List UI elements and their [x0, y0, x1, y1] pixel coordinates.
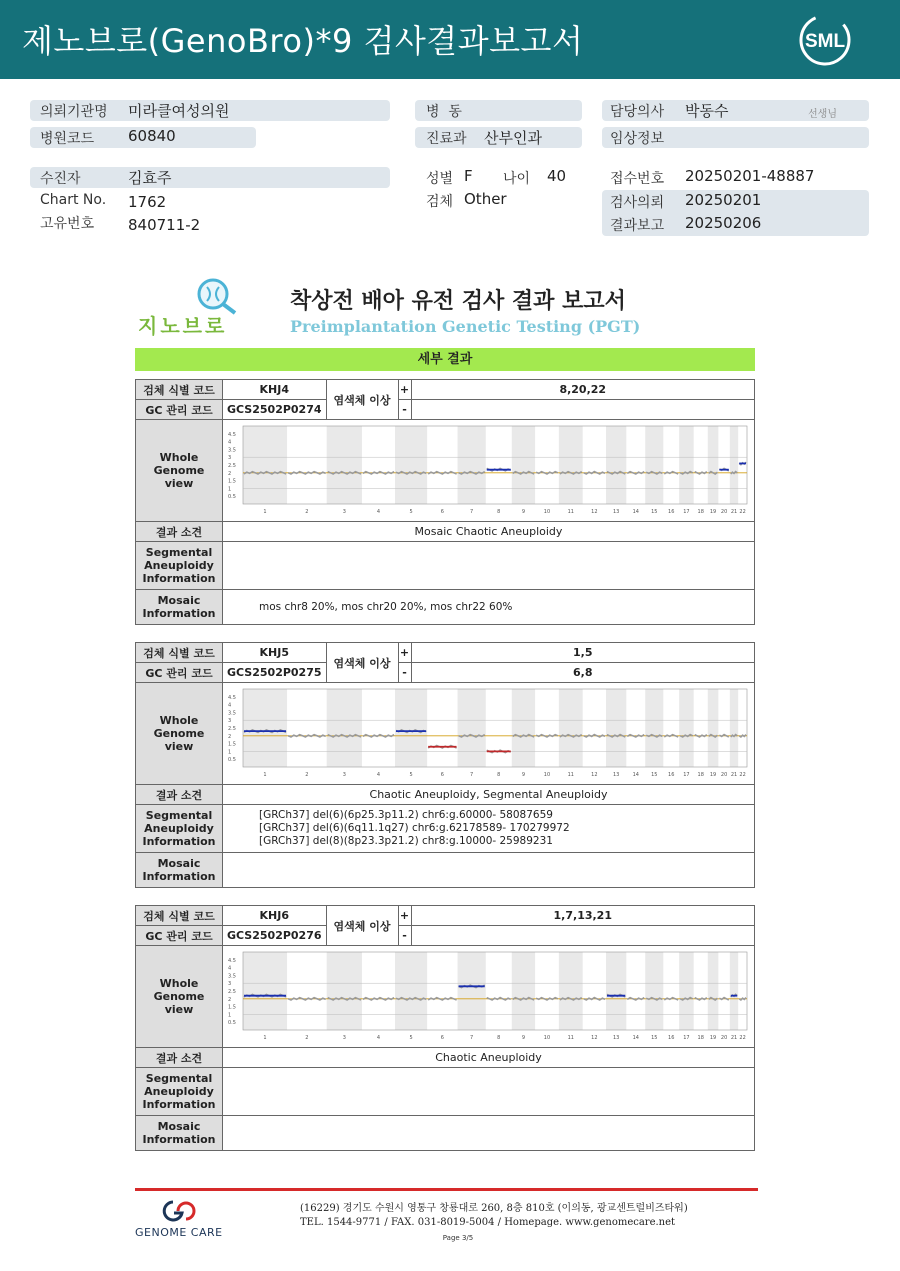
chromosome-band — [645, 426, 663, 504]
x-tick-label: 7 — [470, 772, 474, 778]
x-tick-label: 13 — [612, 509, 620, 515]
y-tick-label: 4.5 — [228, 957, 236, 964]
minus-sign: - — [398, 926, 411, 946]
sample-table-2 — [135, 642, 755, 888]
x-tick-label: 19 — [709, 509, 717, 515]
copy-number-trace — [363, 998, 394, 1000]
y-tick-label: 3 — [228, 718, 232, 725]
x-tick-label: 16 — [668, 1035, 675, 1041]
chromosome-band — [606, 952, 626, 1030]
y-tick-label: 3 — [228, 455, 232, 462]
chromosome-band — [559, 689, 583, 767]
gain-chromosomes: 8,20,22 — [411, 380, 754, 400]
chromosome-band — [679, 426, 694, 504]
mosaic-value — [223, 1116, 755, 1151]
chromosome-band — [559, 952, 583, 1030]
id-value: 840711-2 — [128, 216, 201, 234]
doctor-label: 담당의사 — [610, 104, 665, 120]
report-title-ko: 착상전 배아 유전 검사 결과 보고서 — [290, 289, 626, 314]
plot-frame — [243, 689, 747, 767]
gc-code-label: GC 관리 코드 — [136, 400, 223, 420]
plus-sign: + — [398, 906, 411, 926]
x-tick-label: 15 — [651, 509, 658, 515]
age-value: 40 — [547, 167, 567, 185]
x-tick-label: 6 — [440, 772, 444, 778]
x-tick-label: 14 — [632, 509, 639, 515]
x-tick-label: 21 — [730, 1035, 738, 1041]
institution-label: 의뢰기관명 — [40, 104, 108, 120]
chromosome-band — [679, 689, 694, 767]
chromosome-band — [645, 952, 663, 1030]
y-tick-label: 0.5 — [228, 757, 236, 764]
segmental-value — [223, 805, 755, 853]
x-tick-label: 1 — [263, 772, 267, 778]
chromosome-band — [243, 952, 287, 1030]
chromosome-band — [395, 952, 427, 1030]
chromosome-band — [606, 689, 626, 767]
mosaic-label: Mosaic Information — [136, 590, 223, 625]
x-tick-label: 4 — [376, 509, 381, 515]
chromosome-band — [512, 689, 535, 767]
gc-code-label: GC 관리 코드 — [136, 926, 223, 946]
x-tick-label: 18 — [697, 1035, 704, 1041]
x-tick-label: 22 — [739, 1035, 746, 1041]
chromosome-band — [606, 426, 626, 504]
detail-results-header: 세부 결과 — [135, 348, 755, 371]
x-tick-label: 10 — [543, 772, 551, 778]
x-tick-label: 18 — [697, 772, 704, 778]
y-tick-label: 1.5 — [228, 741, 236, 748]
plus-sign: + — [398, 380, 411, 400]
report-label: 결과보고 — [610, 218, 665, 234]
report-value: 20250206 — [685, 214, 762, 232]
x-tick-label: 1 — [263, 509, 267, 515]
mosaic-label: Mosaic Information — [136, 853, 223, 888]
sample-table-1 — [135, 379, 755, 625]
whole-genome-plot — [225, 685, 751, 779]
sex-label: 성별 — [426, 171, 454, 187]
segmental-line: [GRCh37] del(6)(6q11.1q27) chr6:g.62178589- 170279972 — [259, 822, 570, 834]
copy-number-trace — [664, 998, 678, 1000]
page-num: 3/5 — [461, 1234, 474, 1242]
x-tick-label: 20 — [720, 509, 728, 515]
plot-frame — [243, 426, 747, 504]
loss-chromosomes — [411, 400, 754, 420]
chart-value: 1762 — [128, 193, 167, 211]
chromosome-band — [458, 952, 486, 1030]
chromosome-band — [645, 689, 663, 767]
x-tick-label: 22 — [739, 509, 746, 515]
specimen-value: Other — [464, 190, 507, 208]
institution-value: 미라클여성의원 — [128, 102, 230, 120]
copy-number-trace — [739, 998, 746, 1000]
copy-number-trace — [363, 735, 394, 737]
chromosome-band — [679, 952, 694, 1030]
chromosome-band — [458, 689, 486, 767]
y-tick-label: 4 — [228, 702, 232, 709]
hospital-code-value: 60840 — [128, 127, 176, 145]
x-tick-label: 21 — [730, 509, 738, 515]
report-title-en: Preimplantation Genetic Testing (PGT) — [290, 317, 641, 336]
minus-sign: - — [398, 400, 411, 420]
y-tick-label: 2.5 — [228, 989, 236, 995]
x-tick-label: 17 — [683, 1035, 690, 1041]
specimen-code-label: 검체 식별 코드 — [136, 380, 223, 400]
chromosome-band — [730, 689, 738, 767]
chromosome-band — [327, 952, 362, 1030]
sml-logo-icon — [797, 12, 853, 68]
chromosome-band — [458, 426, 486, 504]
x-tick-label: 4 — [376, 1035, 381, 1041]
plus-sign: + — [398, 643, 411, 663]
x-tick-label: 1 — [263, 1035, 267, 1041]
x-tick-label: 9 — [521, 509, 526, 515]
whole-genome-label: Whole Genome view — [136, 683, 223, 785]
x-tick-label: 6 — [440, 509, 444, 515]
y-tick-label: 2 — [228, 996, 232, 1003]
x-tick-label: 2 — [305, 1035, 309, 1041]
x-tick-label: 3 — [342, 509, 346, 515]
y-tick-label: 1 — [228, 749, 232, 756]
footer-divider — [135, 1188, 758, 1191]
x-tick-label: 16 — [668, 509, 675, 515]
x-tick-label: 21 — [730, 772, 738, 778]
receipt-value: 20250201-48887 — [685, 167, 815, 185]
y-tick-label: 4.5 — [228, 694, 236, 701]
x-tick-label: 9 — [521, 772, 526, 778]
x-tick-label: 11 — [567, 772, 574, 778]
x-tick-label: 7 — [470, 509, 474, 515]
x-tick-label: 18 — [697, 509, 704, 515]
gc-code: GCS2502P0274 — [223, 400, 327, 420]
chromosome-band — [395, 689, 427, 767]
x-tick-label: 11 — [567, 1035, 574, 1041]
x-tick-label: 15 — [651, 772, 658, 778]
chromosome-band — [559, 426, 583, 504]
x-tick-label: 5 — [409, 1035, 413, 1041]
specimen-code: KHJ5 — [223, 643, 327, 663]
chrom-abn-label: 염색체 이상 — [326, 380, 398, 420]
doctor-suffix: 선생님 — [808, 109, 837, 120]
chromosome-band — [730, 952, 738, 1030]
finding-label: 결과 소견 — [136, 522, 223, 542]
specimen-code-label: 검체 식별 코드 — [136, 906, 223, 926]
chrom-abn-label: 염색체 이상 — [326, 643, 398, 683]
x-tick-label: 2 — [305, 509, 309, 515]
x-tick-label: 2 — [305, 772, 309, 778]
whole-genome-plot — [225, 948, 751, 1042]
copy-number-trace — [487, 998, 511, 1000]
chromosome-band — [327, 426, 362, 504]
x-tick-label: 5 — [409, 509, 413, 515]
clinical-label: 임상정보 — [610, 131, 665, 147]
x-tick-label: 5 — [409, 772, 413, 778]
finding-value: Chaotic Aneuploidy, Segmental Aneuploidy — [223, 785, 755, 805]
x-tick-label: 19 — [709, 1035, 717, 1041]
mosaic-value — [223, 853, 755, 888]
segmental-value — [223, 542, 755, 590]
y-tick-label: 0.5 — [228, 1020, 236, 1027]
y-tick-label: 2 — [228, 733, 232, 740]
copy-number-trace — [664, 472, 678, 474]
genome-care-name: GENOME CARE — [135, 1226, 223, 1239]
finding-value: Chaotic Aneuploidy — [223, 1048, 755, 1068]
x-tick-label: 12 — [591, 1035, 598, 1041]
x-tick-label: 7 — [470, 1035, 474, 1041]
receipt-label: 접수번호 — [610, 171, 665, 187]
y-tick-label: 4 — [228, 965, 232, 972]
doctor-value: 박동수 — [685, 102, 729, 120]
finding-label: 결과 소견 — [136, 785, 223, 805]
specimen-label: 검체 — [426, 194, 454, 210]
copy-number-trace — [664, 735, 678, 737]
footer-address — [300, 1202, 688, 1230]
segmental-line: [GRCh37] del(8)(8p23.3p21.2) chr8:g.10000- 25989231 — [259, 835, 553, 847]
x-tick-label: 19 — [709, 772, 717, 778]
chrom-abn-label: 염색체 이상 — [326, 906, 398, 946]
y-tick-label: 3.5 — [228, 447, 236, 454]
plot-frame — [243, 952, 747, 1030]
y-tick-label: 4.5 — [228, 431, 236, 438]
sml-logo-text: SML — [804, 31, 846, 52]
gc-code: GCS2502P0275 — [223, 663, 327, 683]
x-tick-label: 12 — [591, 772, 598, 778]
minus-sign: - — [398, 663, 411, 683]
y-tick-label: 1.5 — [228, 1004, 236, 1011]
loss-chromosomes — [411, 926, 754, 946]
segmental-line: [GRCh37] del(6)(6p25.3p11.2) chr6:g.60000- 58087659 — [259, 809, 553, 821]
chart-label: Chart No. — [40, 192, 107, 208]
y-tick-label: 1.5 — [228, 478, 236, 485]
address-line: (16229) 경기도 수원시 영통구 창룡대로 260, 8층 810호 (이의동, 광교센트럴비즈타워) — [300, 1203, 688, 1214]
x-tick-label: 6 — [440, 1035, 444, 1041]
segmental-label: Segmental Aneuploidy Information — [136, 805, 223, 853]
page-title: 제노브로(GenoBro)*9 검사결과보고서 — [22, 22, 584, 60]
copy-number-trace — [739, 735, 746, 737]
finding-label: 결과 소견 — [136, 1048, 223, 1068]
hospital-code-label: 병원코드 — [40, 131, 95, 147]
chromosome-band — [243, 426, 287, 504]
y-tick-label: 2.5 — [228, 726, 236, 732]
y-tick-label: 0.5 — [228, 494, 236, 501]
segmental-value — [223, 1068, 755, 1116]
sample-table-3 — [135, 905, 755, 1151]
gain-chromosomes: 1,5 — [411, 643, 754, 663]
whole-genome-plot — [225, 422, 751, 516]
x-tick-label: 13 — [612, 1035, 620, 1041]
page-label: Page — [442, 1234, 460, 1242]
copy-number-trace — [695, 998, 707, 1000]
whole-genome-label: Whole Genome view — [136, 420, 223, 522]
x-tick-label: 10 — [543, 1035, 551, 1041]
page-number — [0, 1234, 900, 1242]
y-tick-label: 4 — [228, 439, 232, 446]
chromosome-band — [395, 426, 427, 504]
name-value: 김효주 — [128, 169, 172, 187]
name-label: 수진자 — [40, 171, 81, 187]
chromosome-band — [708, 426, 719, 504]
request-value: 20250201 — [685, 191, 762, 209]
whole-genome-label: Whole Genome view — [136, 946, 223, 1048]
loss-chromosomes: 6,8 — [411, 663, 754, 683]
id-label: 고유번호 — [40, 216, 95, 232]
specimen-code: KHJ6 — [223, 906, 327, 926]
x-tick-label: 14 — [632, 772, 639, 778]
contact-line: TEL. 1544-9771 / FAX. 031-8019-5004 / Homepage. www.genomecare.net — [300, 1217, 676, 1228]
header-bar — [0, 0, 900, 79]
copy-number-trace — [363, 472, 394, 474]
y-tick-label: 1 — [228, 1012, 232, 1019]
y-tick-label: 3 — [228, 981, 232, 988]
department-value: 산부인과 — [484, 129, 542, 147]
y-tick-label: 2.5 — [228, 463, 236, 469]
x-tick-label: 20 — [720, 772, 728, 778]
x-tick-label: 20 — [720, 1035, 728, 1041]
y-tick-label: 2 — [228, 470, 232, 477]
mosaic-label: Mosaic Information — [136, 1116, 223, 1151]
finding-value: Mosaic Chaotic Aneuploidy — [223, 522, 755, 542]
x-tick-label: 3 — [342, 1035, 346, 1041]
chromosome-band — [708, 689, 719, 767]
copy-number-trace — [695, 472, 707, 474]
specimen-code-label: 검체 식별 코드 — [136, 643, 223, 663]
gain-chromosomes: 1,7,13,21 — [411, 906, 754, 926]
age-label: 나이 — [503, 171, 531, 187]
chromosome-band — [512, 952, 535, 1030]
genobro-logo-text: 지노브로 — [138, 314, 228, 338]
x-tick-label: 9 — [521, 1035, 526, 1041]
x-tick-label: 16 — [668, 772, 675, 778]
mosaic-value: mos chr8 20%, mos chr20 20%, mos chr22 60% — [223, 590, 755, 625]
chromosome-band — [243, 689, 287, 767]
x-tick-label: 8 — [497, 509, 501, 515]
x-tick-label: 10 — [543, 509, 551, 515]
x-tick-label: 17 — [683, 509, 690, 515]
y-tick-label: 1 — [228, 486, 232, 493]
gc-code-label: GC 관리 코드 — [136, 663, 223, 683]
chromosome-band — [327, 689, 362, 767]
department-label: 진료과 — [426, 131, 467, 147]
x-tick-label: 17 — [683, 772, 690, 778]
x-tick-label: 11 — [567, 509, 574, 515]
segmental-label: Segmental Aneuploidy Information — [136, 542, 223, 590]
ward-label: 병 동 — [426, 104, 462, 120]
x-tick-label: 8 — [497, 772, 501, 778]
x-tick-label: 13 — [612, 772, 620, 778]
copy-number-trace — [695, 735, 707, 737]
x-tick-label: 8 — [497, 1035, 501, 1041]
segmental-label: Segmental Aneuploidy Information — [136, 1068, 223, 1116]
x-tick-label: 15 — [651, 1035, 658, 1041]
request-label: 검사의뢰 — [610, 195, 665, 211]
x-tick-label: 14 — [632, 1035, 639, 1041]
gc-code: GCS2502P0276 — [223, 926, 327, 946]
sex-value: F — [464, 167, 473, 185]
x-tick-label: 4 — [376, 772, 381, 778]
specimen-code: KHJ4 — [223, 380, 327, 400]
x-tick-label: 3 — [342, 772, 346, 778]
genome-care-logo-icon — [158, 1198, 198, 1224]
y-tick-label: 3.5 — [228, 710, 236, 717]
chromosome-band — [708, 952, 719, 1030]
y-tick-label: 3.5 — [228, 973, 236, 980]
chromosome-band — [730, 426, 738, 504]
x-tick-label: 22 — [739, 772, 746, 778]
x-tick-label: 12 — [591, 509, 598, 515]
chromosome-band — [512, 426, 535, 504]
